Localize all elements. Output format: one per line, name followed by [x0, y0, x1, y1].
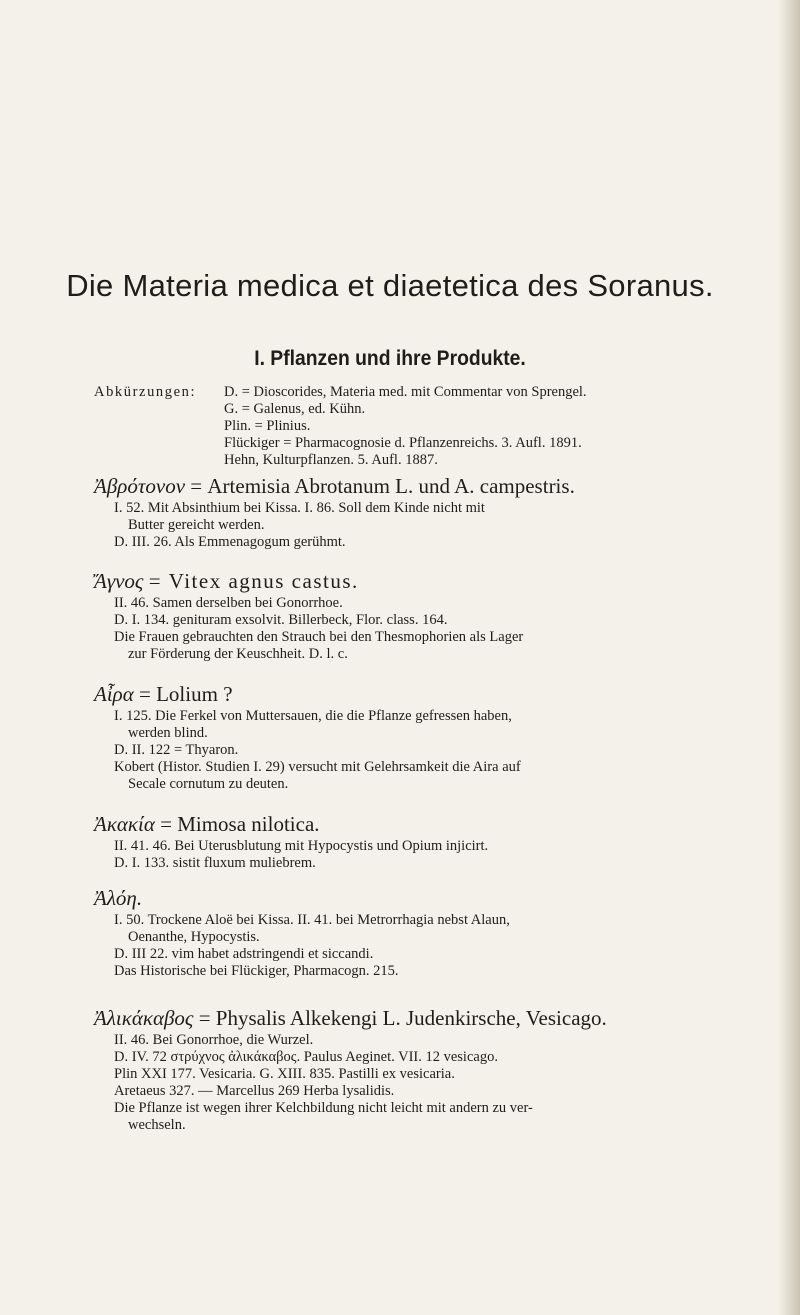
entry-akakia — [94, 812, 784, 872]
entry-line: Kobert (Histor. Studien I. 29) versucht mit Gelehrsamkeit die Aira auf — [114, 759, 521, 775]
entry-line: zur Förderung der Keuschheit. D. l. c. — [128, 646, 348, 662]
abbreviation-line: D. = Dioscorides, Materia med. mit Commentar von Sprengel. — [224, 384, 587, 400]
entry-line: Die Pflanze ist wegen ihrer Kelchbildung nicht leicht mit andern zu ver- — [114, 1100, 533, 1116]
abbreviation-line: Flückiger = Pharmacognosie d. Pflanzenreichs. 3. Aufl. 1891. — [224, 435, 582, 451]
entry-line: Das Historische bei Flückiger, Pharmacogn. 215. — [114, 963, 399, 979]
abbreviation-line: G. = Galenus, ed. Kühn. — [224, 401, 366, 417]
entry-line: Plin XXI 177. Vesicaria. G. XIII. 835. Pastilli ex vesicaria. — [114, 1066, 455, 1082]
abbreviation-line: Plin. = Plinius. — [224, 418, 311, 434]
page-title: Die Materia medica et diaetetica des Soranus. — [66, 268, 714, 303]
entry-line: Aretaeus 327. — Marcellus 269 Herba lysalidis. — [114, 1083, 395, 1099]
entry-line: Secale cornutum zu deuten. — [128, 776, 289, 792]
entry-greek-term: Ἀκακία — [94, 812, 155, 836]
entry-latin-name: = Lolium ? — [139, 682, 233, 706]
entry-line: werden blind. — [128, 725, 208, 741]
entry-latin-name: = Vitex agnus castus. — [148, 569, 359, 593]
entry-line: D. I. 133. sistit fluxum muliebrem. — [114, 855, 316, 871]
entry-line: Oenanthe, Hypocystis. — [128, 929, 260, 945]
entry-line: D. III. 26. Als Emmenagogum gerühmt. — [114, 534, 346, 550]
entry-latin-name: = Physalis Alkekengi L. Judenkirsche, Vesicago. — [198, 1006, 607, 1030]
entry-line: D. I. 134. genituram exsolvit. Billerbeck, Flor. class. 164. — [114, 612, 448, 628]
entry-agnos — [94, 569, 784, 663]
entry-aloe — [94, 886, 784, 980]
abbreviation-line: Hehn, Kulturpflanzen. 5. Aufl. 1887. — [224, 452, 438, 468]
entry-greek-term: Ἀλικάκαβος — [94, 1006, 194, 1030]
entry-greek-term: Ἄγνος — [94, 569, 144, 593]
entry-line: wechseln. — [128, 1117, 186, 1133]
entry-line: Die Frauen gebrauchten den Strauch bei den Thesmophorien als Lager — [114, 629, 524, 645]
abbreviations-block — [94, 384, 784, 469]
entry-line: II. 46. Samen derselben bei Gonorrhoe. — [114, 595, 343, 611]
entry-abrotonon — [94, 474, 784, 551]
entry-line: I. 125. Die Ferkel von Muttersauen, die die Pflanze gefressen haben, — [114, 708, 512, 724]
entry-line: I. 52. Mit Absinthium bei Kissa. I. 86. Soll dem Kinde nicht mit — [114, 500, 485, 516]
entry-aira — [94, 682, 784, 793]
entry-line: D. III 22. vim habet adstringendi et siccandi. — [114, 946, 374, 962]
entry-greek-term: Αἶρα — [94, 682, 134, 706]
entry-line: I. 50. Trockene Aloë bei Kissa. II. 41. bei Metrorrhagia nebst Alaun, — [114, 912, 510, 928]
entry-alikakabos — [94, 1006, 784, 1134]
entry-line: II. 41. 46. Bei Uterusblutung mit Hypocystis und Opium injicirt. — [114, 838, 489, 854]
entry-line: Butter gereicht werden. — [128, 517, 265, 533]
abbreviations-label: Abkürzungen: — [94, 384, 197, 400]
entry-latin-name: = Mimosa nilotica. — [160, 812, 320, 836]
entry-line: D. II. 122 = Thyaron. — [114, 742, 239, 758]
entry-greek-term: Ἀβρότονον — [94, 474, 186, 498]
entry-latin-name: = Artemisia Abrotanum L. und A. campestris. — [190, 474, 575, 498]
section-heading: I. Pflanzen und ihre Produkte. — [254, 347, 526, 370]
entry-line: II. 46. Bei Gonorrhoe, die Wurzel. — [114, 1032, 314, 1048]
entry-greek-term: Ἀλόη. — [94, 886, 143, 910]
entry-line: D. IV. 72 στρύχνος ἀλικάκαβος. Paulus Aeginet. VII. 12 vesicago. — [114, 1049, 498, 1065]
